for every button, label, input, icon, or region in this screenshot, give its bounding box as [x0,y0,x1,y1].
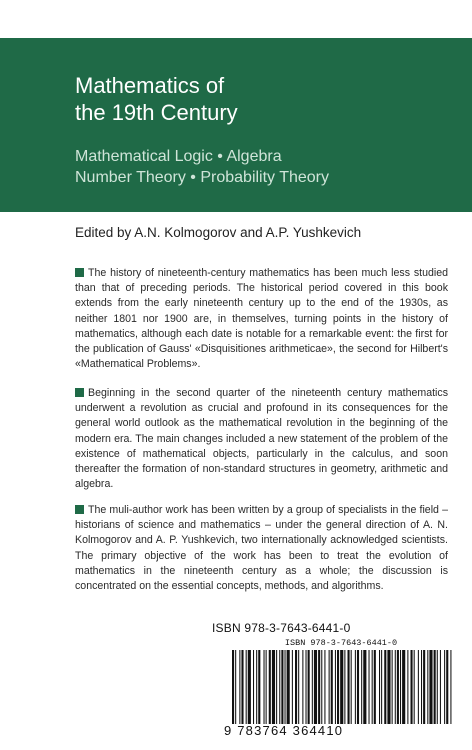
barcode-bar [306,650,307,724]
paragraph-text: Beginning in the second quarter of the nineteenth century mathematics underwent a revolution as crucial and profound in its consequences for the general world outlook as the mathematical revolution in the beginning of the modern era. The main changes included a new statement of the problem of the existence of mathematical objects, particularly in the calculus, and soon thereafter the formation of non-standard structures in geometry, arithmetic and algebra. [75,387,448,491]
barcode-bar [308,650,310,724]
barcode-bar [318,650,320,724]
barcode-bar [285,650,286,724]
barcode-bar [287,650,290,724]
subject-line-1: Mathematical Logic • Algebra [75,148,282,165]
square-bullet-icon [75,268,84,277]
barcode-bar [351,650,352,724]
barcode-bar [276,650,277,724]
barcode-bar [256,650,257,724]
barcode-bar [264,650,265,724]
barcode-bar [331,650,333,724]
barcode-bar [269,650,271,724]
barcode-bar [381,650,382,724]
barcode-bar [427,650,428,724]
barcode-bar [298,650,299,724]
barcode-bar [407,650,408,724]
barcode-bar [272,650,275,724]
barcode-bar [292,650,293,724]
barcode-bar [253,650,254,724]
paragraph-3 [75,503,448,594]
barcode-bar [444,650,445,724]
barcode-bar [446,650,448,724]
barcode-bar [241,650,243,724]
barcode-bar [384,650,386,724]
paragraph-2 [75,386,448,492]
barcode-bar [361,650,362,724]
barcode-bar [421,650,422,724]
barcode-bar [450,650,451,724]
barcode-bar [340,650,343,724]
barcode-bar [312,650,313,724]
barcode-bar [418,650,419,724]
barcode-bar [324,650,325,724]
barcode-bar [411,650,413,724]
book-title [75,72,455,126]
barcode-bar [258,650,260,724]
barcode-bar [414,650,415,724]
paragraph-1 [75,266,448,372]
square-bullet-icon [75,505,84,514]
barcode-bar [281,650,283,724]
barcode [216,638,460,740]
barcode-bar [279,650,280,724]
barcode-bar [400,650,401,724]
barcode-bar [248,650,251,724]
barcode-bar [423,650,425,724]
barcode-bar [337,650,339,724]
barcode-bar [395,650,396,724]
subject-line-2: Number Theory • Probability Theory [75,169,330,186]
barcode-bar [355,650,356,724]
barcode-bar [374,650,376,724]
barcode-bar [335,650,336,724]
barcode-bar [314,650,317,724]
top-margin [0,0,472,38]
barcode-bar [344,650,345,724]
barcode-bars [230,650,454,724]
barcode-bar [363,650,366,724]
barcode-bar [246,650,247,724]
isbn-label: ISBN 978-3-7643-6441-0 [212,621,351,635]
barcode-digits: 9 783764 364410 [224,723,344,738]
barcode-bar [235,650,236,724]
barcode-bar [379,650,380,724]
barcode-bar [348,650,350,724]
isbn-barcode-caption: ISBN 978-3-7643-6441-0 [284,638,398,648]
barcode-bar [369,650,370,724]
paragraph-text: The history of nineteenth-century mathematics has been much less studied than that of preceding periods. The historical period covered in this book extends from the early nineteenth century up to the end of the 1930s, as neither 1801 nor 1900 are, in themselves, turning points in the history of mathematics, although each date is notable for a remarkable event: the first for the publication of Gauss' «Disquisitiones arithmeticae», the second for Hilbert's «Mathematical Problems». [75,267,448,371]
editors-line: Edited by A.N. Kolmogorov and A.P. Yushkevich [75,225,362,240]
barcode-bar [266,650,267,724]
barcode-bar [434,650,436,724]
title-line-1: Mathematics of [75,73,225,98]
barcode-bar [387,650,390,724]
barcode-bar [239,650,240,724]
barcode-bar [302,650,303,724]
barcode-bar [437,650,438,724]
paragraph-text: The muli-author work has been written by a group of specialists in the field – historians of science and mathematics – under the general direction of A. N. Kolmogorov and A. P. Yushkevich, two internationally acknowledged scientists. The primary objective of the work has been to treat the evolution of mathematics in the nineteenth century as a whole; the discussion is concentrated on the essential concepts, methods, and algorithms. [75,504,448,593]
barcode-bar [397,650,399,724]
barcode-bar [321,650,322,724]
barcode-bar [392,650,393,724]
barcode-bar [295,650,297,724]
barcode-bar [232,650,234,724]
barcode-bar [329,650,330,724]
barcode-bar [440,650,441,724]
barcode-bar [357,650,359,724]
barcode-bar [429,650,432,724]
subject-list [75,146,455,188]
title-line-2: the 19th Century [75,100,238,125]
square-bullet-icon [75,388,84,397]
barcode-bar [402,650,405,724]
barcode-bar [372,650,373,724]
